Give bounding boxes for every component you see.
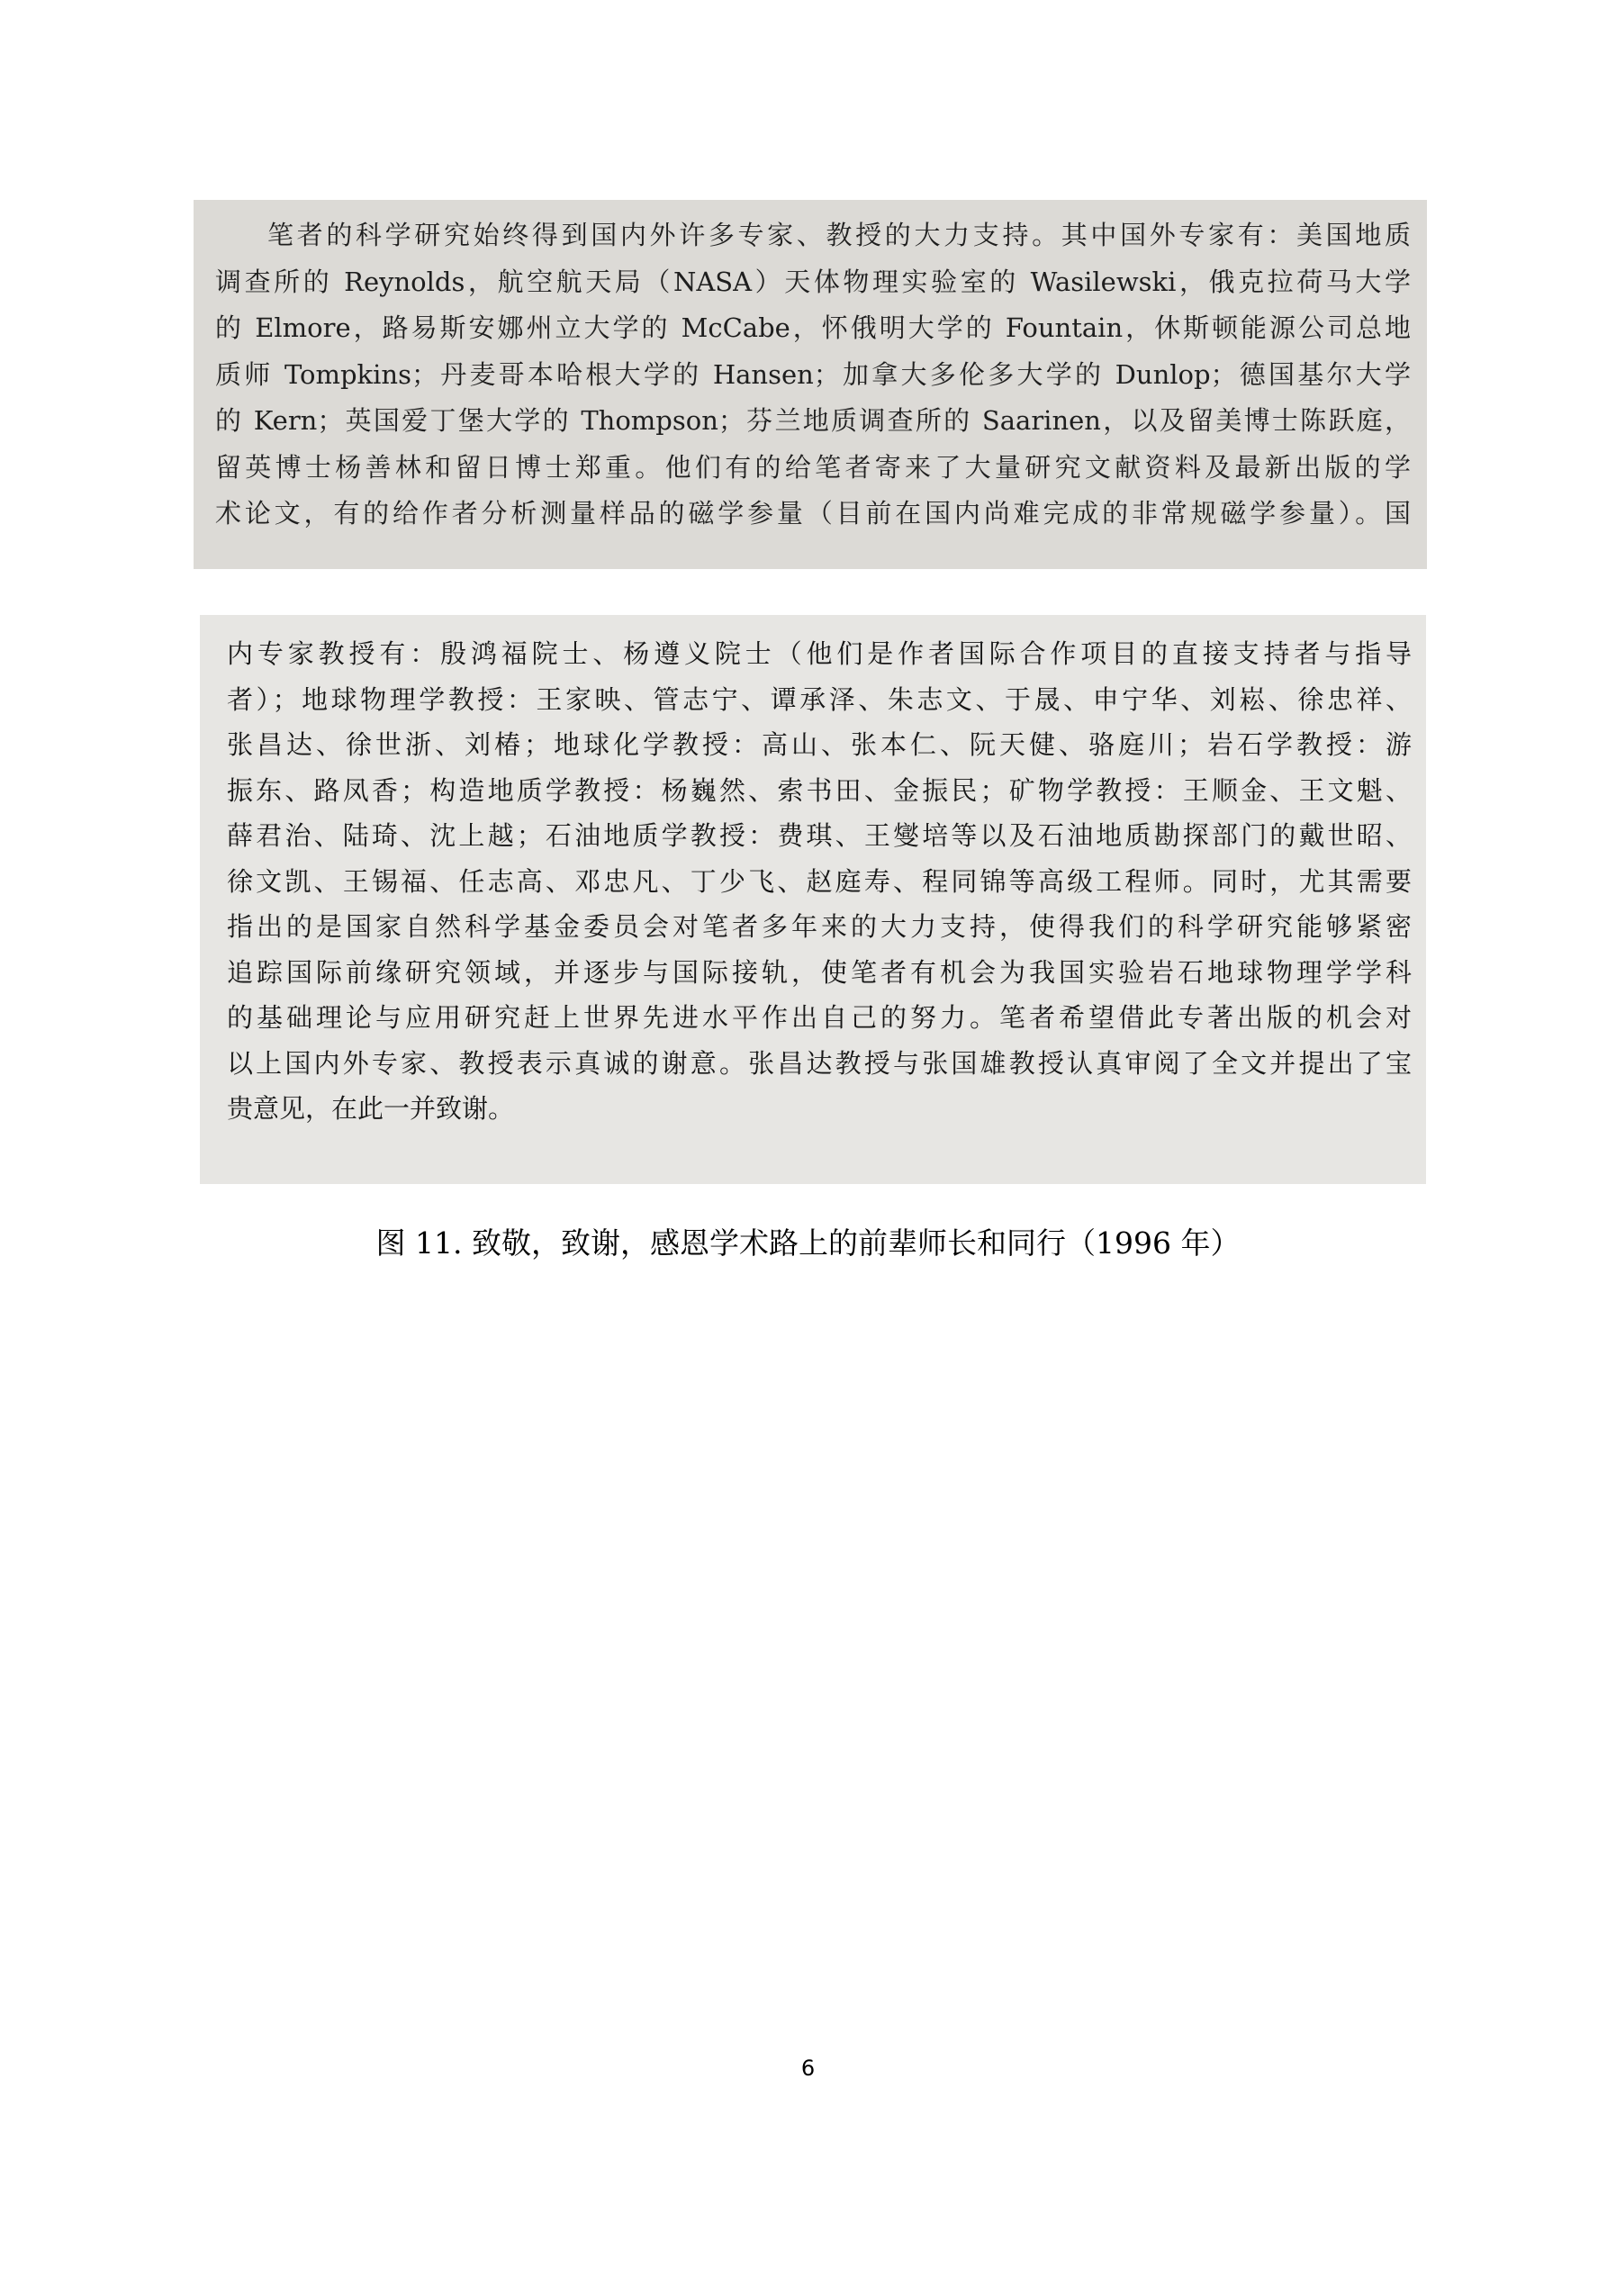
excerpt-line: 以上国内外专家、教授表示真诚的谢意。张昌达教授与张国雄教授认真审阅了全文并提出了宝 <box>227 1047 1412 1079</box>
page-number: 6 <box>800 2056 816 2081</box>
excerpt-line: 张昌达、徐世浙、刘椿；地球化学教授：高山、张本仁、阮天健、骆庭川；岩石学教授：游 <box>227 729 1412 760</box>
scanned-excerpt-2 <box>200 615 1426 1184</box>
excerpt-line: 调查所的 Reynolds，航空航天局（NASA）天体物理实验室的 Wasilewski，俄克拉荷马大学 <box>215 266 1411 297</box>
figure-caption: 图 11. 致敬，致谢，感恩学术路上的前辈师长和同行（1996 年） <box>375 1225 1241 1261</box>
excerpt-line: 内专家教授有：殷鸿福院士、杨遵义院士（他们是作者国际合作项目的直接支持者与指导 <box>227 638 1412 669</box>
excerpt-line: 质师 Tompkins；丹麦哥本哈根大学的 Hansen；加拿大多伦多大学的 Dunlop；德国基尔大学 <box>215 358 1411 390</box>
excerpt-line: 追踪国际前缘研究领域，并逐步与国际接轨，使笔者有机会为我国实验岩石地球物理学学科 <box>227 956 1412 988</box>
excerpt-line: 的 Kern；英国爱丁堡大学的 Thompson；芬兰地质调查所的 Saarinen，以及留美博士陈跃庭， <box>215 405 1411 436</box>
excerpt-line: 的 Elmore，路易斯安娜州立大学的 McCabe，怀俄明大学的 Fountain，休斯顿能源公司总地 <box>215 312 1411 343</box>
excerpt-line: 徐文凯、王锡福、任志高、邓忠凡、丁少飞、赵庭寿、程同锦等高级工程师。同时，尤其需要 <box>227 865 1412 897</box>
excerpt-line: 笔者的科学研究始终得到国内外许多专家、教授的大力支持。其中国外专家有：美国地质 <box>267 220 1411 250</box>
excerpt-line: 指出的是国家自然科学基金委员会对笔者多年来的大力支持，使得我们的科学研究能够紧密 <box>227 911 1412 942</box>
excerpt-line: 者）；地球物理学教授：王家映、管志宁、谭承泽、朱志文、于晟、申宁华、刘崧、徐忠祥、 <box>227 683 1412 715</box>
excerpt-line: 薛君治、陆琦、沈上越；石油地质学教授：费琪、王燮培等以及石油地质勘探部门的戴世昭、 <box>227 820 1412 851</box>
excerpt-line: 贵意见，在此一并致谢。 <box>227 1093 515 1124</box>
excerpt-line: 术论文，有的给作者分析测量样品的磁学参量（目前在国内尚难完成的非常规磁学参量）。国 <box>215 498 1411 529</box>
excerpt-line: 振东、路凤香；构造地质学教授：杨巍然、索书田、金振民；矿物学教授：王顺金、王文魁、 <box>227 774 1412 806</box>
excerpt-line: 的基础理论与应用研究赶上世界先进水平作出自己的努力。笔者希望借此专著出版的机会对 <box>227 1002 1412 1033</box>
excerpt-line: 留英博士杨善林和留日博士郑重。他们有的给笔者寄来了大量研究文献资料及最新出版的学 <box>215 451 1411 483</box>
scanned-excerpt-1 <box>194 200 1427 569</box>
